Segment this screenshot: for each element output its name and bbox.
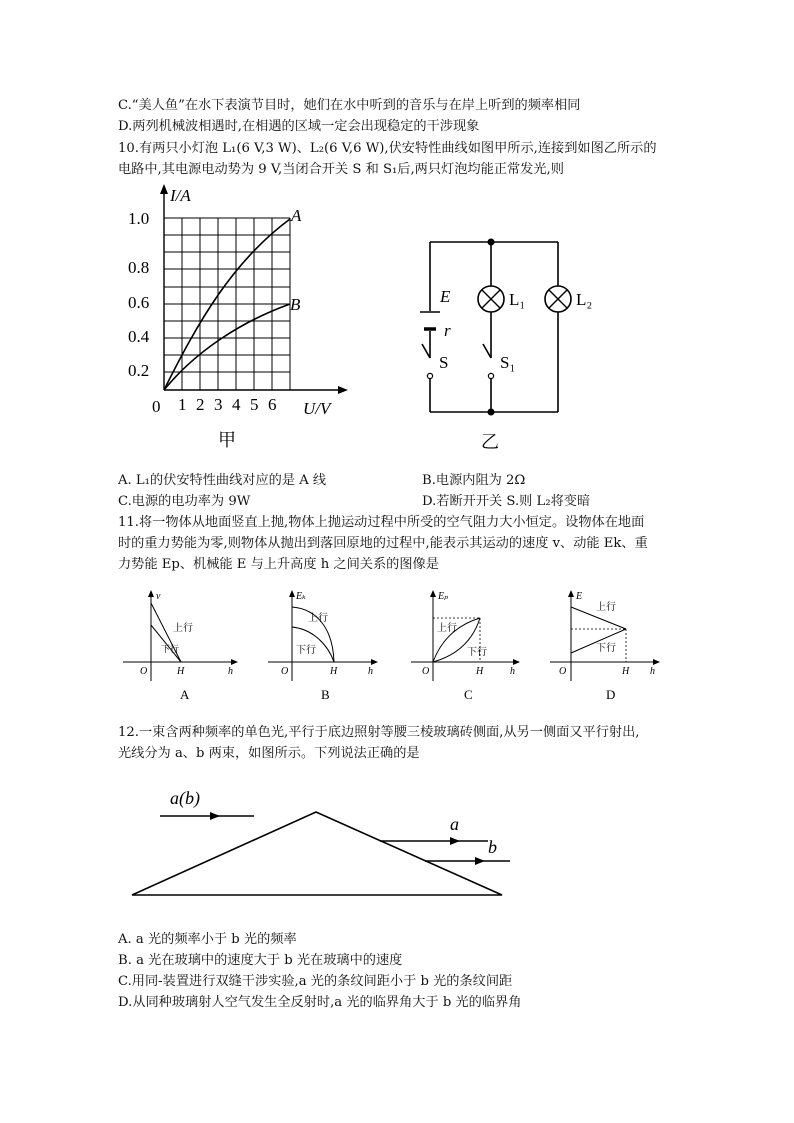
q12-option-a: A. a 光的频率小于 b 光的频率 <box>118 932 297 947</box>
q12-option-d: D.从同种玻璃射人空气发生全反射时,a 光的临界角大于 b 光的临界角 <box>118 995 522 1010</box>
q11-stem-line2: 时的重力势能为零,则物体从抛出到落回原地的过程中,能表示其运动的速度 v、动能 Ek、重 <box>118 536 648 551</box>
circuit-diagram <box>420 232 600 457</box>
q10-option-c: C.电源的电功率为 9W <box>118 494 251 509</box>
q10-option-a: A. L₁的伏安特性曲线对应的是 A 线 <box>118 473 327 488</box>
graph-d-down-label: 下行 <box>596 643 616 654</box>
switch-s-label: S <box>439 353 449 372</box>
switch-s-blade <box>422 344 430 358</box>
switch-s1-blade <box>483 344 491 358</box>
q12-stem-line2: 光线分为 a、b 两束，如图所示。下列说法正确的是 <box>118 746 420 761</box>
graph-a-origin: O <box>140 666 148 677</box>
x-tick-2: 2 <box>196 395 205 414</box>
internal-resistance-label: r <box>444 321 451 340</box>
graph-a-letter: A <box>180 687 190 702</box>
q10-stem-line2: 电路中,其电源电动势为 9 V,当闭合开关 S 和 S₁后,两只灯泡均能正常发光,则 <box>118 162 564 177</box>
y-axis-arrow-icon <box>160 184 168 194</box>
graph-a <box>123 590 238 702</box>
y-tick-0.6: 0.6 <box>128 293 150 312</box>
graph-d-up-label: 上行 <box>596 602 616 613</box>
graph-c-up-label: 上行 <box>437 623 457 634</box>
switch-s1-label: S₁ <box>500 353 516 372</box>
graph-d-origin: O <box>559 666 567 677</box>
x-axis-label: U/V <box>303 399 331 418</box>
graph-a-x-label: h <box>228 666 233 677</box>
graph-c-x-label: h <box>510 666 515 677</box>
graph-d-y-label: E <box>576 591 583 602</box>
incident-arrow-icon <box>210 812 220 820</box>
graph-b-up-label: 上行 <box>308 613 328 624</box>
y-tick-0.4: 0.4 <box>128 327 150 346</box>
graph-b-down-label: 下行 <box>296 645 316 656</box>
x-tick-3: 3 <box>214 395 223 414</box>
graph-b-origin: O <box>281 666 289 677</box>
graph-b <box>268 590 378 702</box>
figure-yi-caption: 乙 <box>481 432 499 452</box>
q12-option-c: C.用同-装置进行双缝干涉实验,a 光的条纹间距小于 b 光的条纹间距 <box>118 974 513 989</box>
incident-label: a(b) <box>170 788 200 808</box>
y-tick-1.0: 1.0 <box>128 209 150 228</box>
graph-b-h-mark: H <box>330 666 338 677</box>
switch-s-contact <box>427 373 432 378</box>
q9-option-c: C.“美人鱼”在水下表演节目时，她们在水中听到的音乐与在岸上听到的频率相同 <box>118 98 581 113</box>
curve-b <box>164 304 290 390</box>
lamp-l2-icon <box>545 286 571 312</box>
graph-c-y-label: Eₚ <box>438 591 449 602</box>
curve-b-label: B <box>290 295 301 314</box>
x-axis-arrow-icon <box>338 386 348 394</box>
graph-a-down-label: 下行 <box>161 644 180 654</box>
origin-label: 0 <box>152 397 161 416</box>
graph-b-x-label: h <box>368 666 373 677</box>
junction-bottom <box>488 409 495 416</box>
graph-a-y-label: v <box>156 591 161 602</box>
lamp-l2-label: L₂ <box>576 290 593 309</box>
x-tick-5: 5 <box>250 395 259 414</box>
graph-d-letter: D <box>606 687 616 702</box>
y-tick-0.8: 0.8 <box>128 258 150 277</box>
prism-diagram <box>130 780 530 905</box>
ray-a-arrow-icon <box>450 837 460 845</box>
emf-label: E <box>440 287 451 306</box>
junction-top <box>488 239 495 246</box>
graph-c-letter: C <box>464 687 473 702</box>
graph-c-down-label: 下行 <box>467 647 487 658</box>
q12-stem-line1: 12.一束含两种频率的单色光,平行于底边照射等腰三棱玻璃砖侧面,从另一侧面又平行射出, <box>118 725 640 740</box>
q10-stem-line1: 10.有两只小灯泡 L₁(6 V,3 W)、L₂(6 V,6 W),伏安特性曲线如图甲所示,连接到如图乙所示的 <box>118 141 657 156</box>
iv-characteristic-graph <box>128 182 360 452</box>
lamp-l1-icon <box>478 286 504 312</box>
x-tick-1: 1 <box>178 395 187 414</box>
graph-d-x-label: h <box>650 666 655 677</box>
ray-a-label: a <box>450 814 459 834</box>
q11-stem-line1: 11.将一物体从地面竖直上抛,物体上抛运动过程中所受的空气阻力大小恒定。设物体在地面 <box>118 515 645 530</box>
q10-option-b: B.电源内阻为 2Ω <box>422 473 526 488</box>
graph-c-h-mark: H <box>476 666 484 677</box>
prism-triangle <box>132 812 502 895</box>
lamp-l1-label: L₁ <box>509 290 526 309</box>
y-axis-label: I/A <box>170 186 191 205</box>
ray-b-label: b <box>488 837 497 857</box>
ray-b-arrow-icon <box>475 857 485 865</box>
q12-option-b: B. a 光在玻璃中的速度大于 b 光在玻璃中的速度 <box>118 953 403 968</box>
q9-option-d: D.两列机械波相遇时,在相遇的区域一定会出现稳定的干涉现象 <box>118 119 480 134</box>
x-tick-4: 4 <box>232 395 241 414</box>
graph-a-up-label: 上行 <box>173 623 193 634</box>
graph-d <box>550 590 660 702</box>
q10-option-d: D.若断开开关 S.则 L₂将变暗 <box>422 494 591 509</box>
figure-jia-caption: 甲 <box>218 430 236 450</box>
q11-stem-line3: 力势能 Ep、机械能 E 与上升高度 h 之间关系的图像是 <box>118 557 439 572</box>
q11-option-graphs <box>118 585 678 710</box>
switch-s1-contact <box>488 373 493 378</box>
x-tick-6: 6 <box>268 395 277 414</box>
graph-b-y-label: Eₖ <box>296 591 306 602</box>
graph-b-letter: B <box>321 687 330 702</box>
y-tick-0.2: 0.2 <box>128 361 150 380</box>
graph-c-origin: O <box>422 666 430 677</box>
curve-a-label: A <box>291 206 302 225</box>
graph-c <box>411 590 520 702</box>
graph-d-h-mark: H <box>622 666 630 677</box>
graph-a-h-mark: H <box>177 666 185 677</box>
